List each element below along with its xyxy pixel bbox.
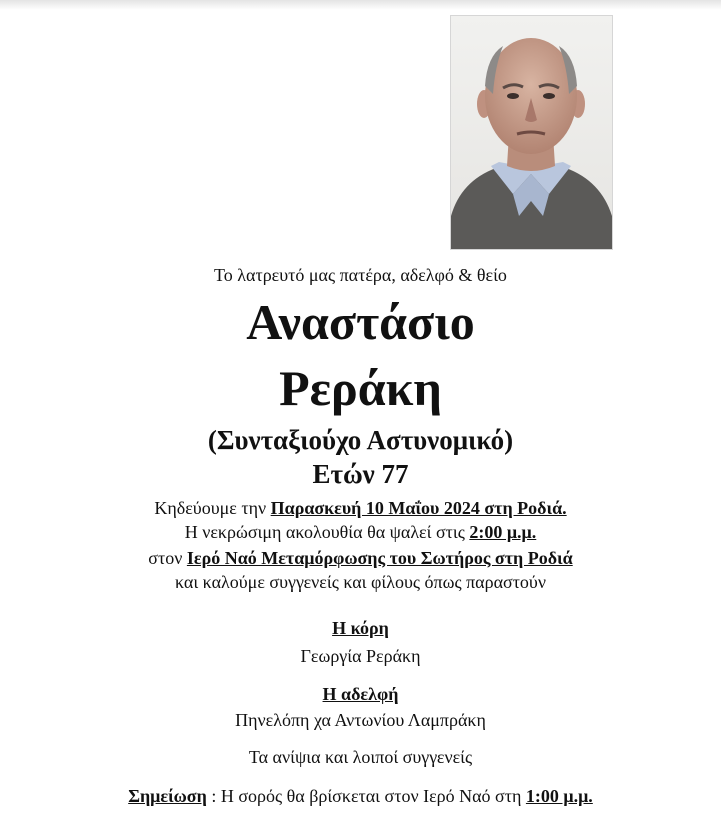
service-time-prefix: Η νεκρώσιμη ακολουθία θα ψαλεί στις (184, 522, 470, 542)
church-name: Ιερό Ναό Μεταμόρφωσης του Σωτήρος στη Ροδιά (186, 548, 573, 568)
portrait-illustration (451, 16, 612, 249)
sister-heading-text: Η αδελφή (322, 684, 399, 704)
church-line (0, 546, 721, 570)
note-line (0, 784, 721, 808)
church-prefix: στον (148, 548, 187, 568)
last-name: Ρεράκη (279, 360, 442, 416)
other-relatives: Τα ανίψια και λοιποί συγγενείς (248, 747, 473, 767)
sister-name: Πηνελόπη χα Αντωνίου Λαμπράκη (235, 710, 486, 730)
portrait-photo (450, 15, 613, 250)
intro-text: Το λατρευτό μας πατέρα, αδελφό & θείο (214, 265, 507, 285)
daughter-heading-text: Η κόρη (332, 618, 389, 638)
sister-heading (0, 682, 721, 706)
daughter-name: Γεωργία Ρεράκη (300, 646, 421, 666)
funeral-date-prefix: Κηδεύουμε την (154, 498, 271, 518)
top-shadow (0, 0, 721, 10)
funeral-date: Παρασκευή 10 Μαΐου 2024 στη Ροδιά. (270, 498, 567, 518)
note-label: Σημείωση (128, 786, 207, 806)
daughter-heading (0, 616, 721, 640)
age-text: Ετών 77 (312, 459, 409, 489)
note-text: : Η σορός θα βρίσκεται στον Ιερό Ναό στη (206, 786, 526, 806)
first-name: Αναστάσιο (246, 294, 475, 350)
profession-title: (Συνταξιούχο Αστυνομικό) (207, 425, 514, 455)
service-time-line (0, 520, 721, 544)
service-time: 2:00 μ.μ. (469, 522, 537, 542)
invitation-line: και καλούμε συγγενείς και φίλους όπως παραστούν (175, 572, 546, 592)
note-time: 1:00 μ.μ. (525, 786, 593, 806)
funeral-date-line (0, 496, 721, 520)
